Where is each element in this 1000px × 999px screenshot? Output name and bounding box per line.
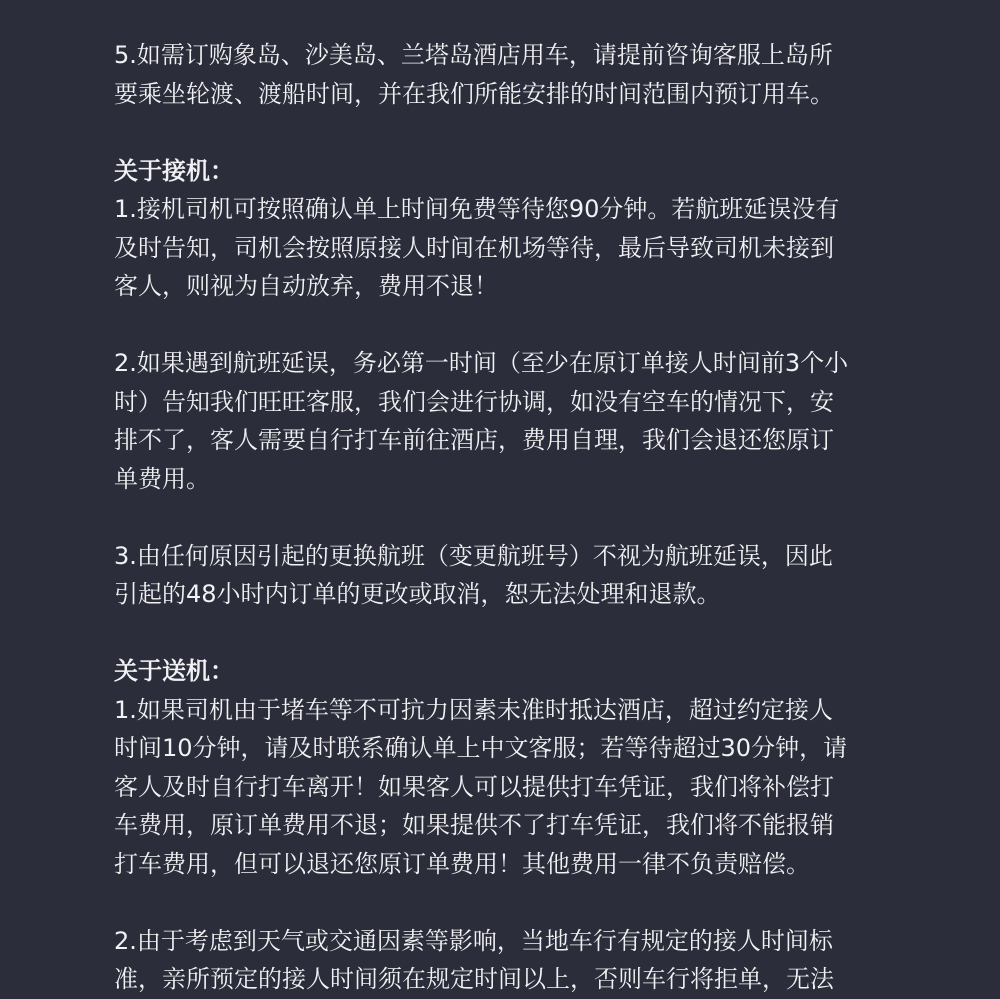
dropoff-heading: 关于送机： — [114, 657, 234, 685]
dropoff-item-2: 2.由于考虑到天气或交通因素等影响，当地车行有规定的接人时间标 准，亲所预定的接人时间须在规定时间以上，否则车行将拒单，无法 — [114, 926, 834, 993]
dropoff-item-1: 1.如果司机由于堵车等不可抗力因素未准时抵达酒店，超过约定接人 时间10分钟，请及时联系确认单上中文客服；若等待超过30分钟，请 客人及时自行打车离开！如果客人可以提供打车凭证，我们将补偿打 车费用，原订单费用不退；如果提供不了打车凭证，我们将不能报销 打车费用，但可以退还您原订单费用！其他费用一律不负责赔偿。 — [114, 695, 848, 878]
spacer — [114, 306, 894, 345]
pickup-heading: 关于接机： — [114, 156, 234, 185]
spacer — [114, 883, 894, 922]
notice-content — [114, 36, 894, 999]
spacer — [114, 614, 894, 653]
spacer — [114, 113, 894, 152]
pickup-item-2: 2.如果遇到航班延误，务必第一时间（至少在原订单接人时间前3个小 时）告知我们旺旺客服，我们会进行协调，如没有空车的情况下，安 排不了，客人需要自行打车前往酒店，费用自理，我们会退还您原订 单费用。 — [114, 349, 849, 493]
island-booking-note: 5.如需订购象岛、沙美岛、兰塔岛酒店用车，请提前咨询客服上岛所 要乘坐轮渡、渡船时间，并在我们所能安排的时间范围内预订用车。 — [114, 41, 834, 108]
pickup-item-1: 1.接机司机可按照确认单上时间免费等待您90分钟。若航班延误没有 及时告知，司机会按照原接人时间在机场等待，最后导致司机未接到 客人，则视为自动放弃，费用不退！ — [114, 195, 840, 300]
spacer — [114, 498, 894, 537]
pickup-item-3: 3.由任何原因引起的更换航班（变更航班号）不视为航班延误，因此 引起的48小时内订单的更改或取消，恕无法处理和退款。 — [114, 541, 833, 608]
